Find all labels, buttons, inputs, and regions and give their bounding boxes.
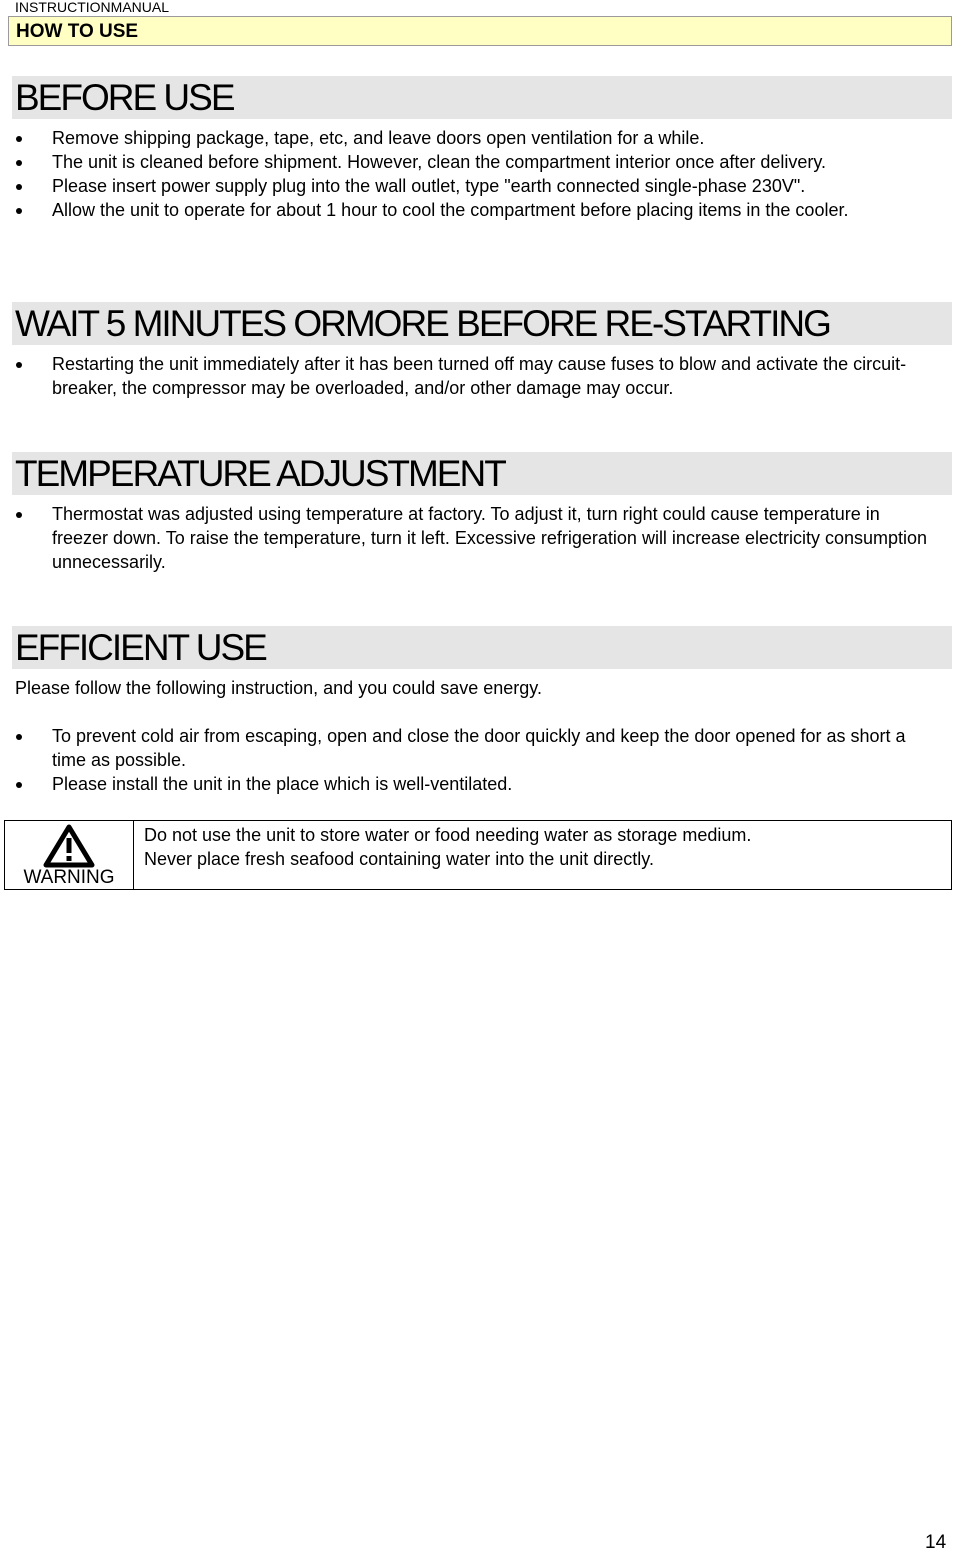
efficient-use-list [0,724,940,796]
bullet-icon [16,782,22,788]
bullet-icon [16,208,22,214]
warning-line-1: Do not use the unit to store water or food needing water as storage medium. [144,825,752,845]
list-item: Remove shipping package, tape, etc, and leave doors open ventilation for a while. [0,126,940,150]
list-item: To prevent cold air from escaping, open and close the door quickly and keep the door opened for as short a time as possible. [0,724,940,772]
warning-line-2: Never place fresh seafood containing water into the unit directly. [144,849,654,869]
before-use-heading: BEFORE USE [15,77,234,118]
warning-label: WARNING [23,867,115,888]
temperature-heading: TEMPERATURE ADJUSTMENT [15,453,505,494]
bullet-icon [16,184,22,190]
before-use-list [0,126,940,222]
list-item: Please insert power supply plug into the wall outlet, type "earth connected single-phase 230V". [0,174,940,198]
warning-triangle-icon [43,824,95,868]
how-to-use-banner [8,16,952,46]
how-to-use-title: HOW TO USE [16,21,139,42]
bullet-icon [16,512,22,518]
bullet-icon [16,362,22,368]
restart-heading: WAIT 5 MINUTES ORMORE BEFORE RE-STARTING [15,303,830,344]
document-label: INSTRUCTIONMANUAL [15,0,170,15]
list-item: The unit is cleaned before shipment. However, clean the compartment interior once after delivery. [0,150,940,174]
restart-list [0,352,940,400]
efficient-use-intro: Please follow the following instruction, and you could save energy. [15,678,542,698]
warning-text [144,823,751,871]
list-item: Thermostat was adjusted using temperature at factory. To adjust it, turn right could cause temperature in freezer down. To raise the temperature, turn it left. Excessive refrigeration will increase electricity consumption unnecessarily. [0,502,940,574]
bullet-icon [16,136,22,142]
efficient-use-heading: EFFICIENT USE [15,627,266,668]
bullet-icon [16,160,22,166]
warning-box [4,820,952,890]
page-number: 14 [925,1532,947,1553]
list-item: Allow the unit to operate for about 1 hour to cool the compartment before placing items in the cooler. [0,198,940,222]
warning-icon-cell [5,821,134,889]
temperature-list [0,502,940,574]
list-item: Please install the unit in the place which is well-ventilated. [0,772,940,796]
bullet-icon [16,734,22,740]
list-item: Restarting the unit immediately after it has been turned off may cause fuses to blow and activate the circuit-breaker, the compressor may be overloaded, and/or other damage may occur. [0,352,940,400]
